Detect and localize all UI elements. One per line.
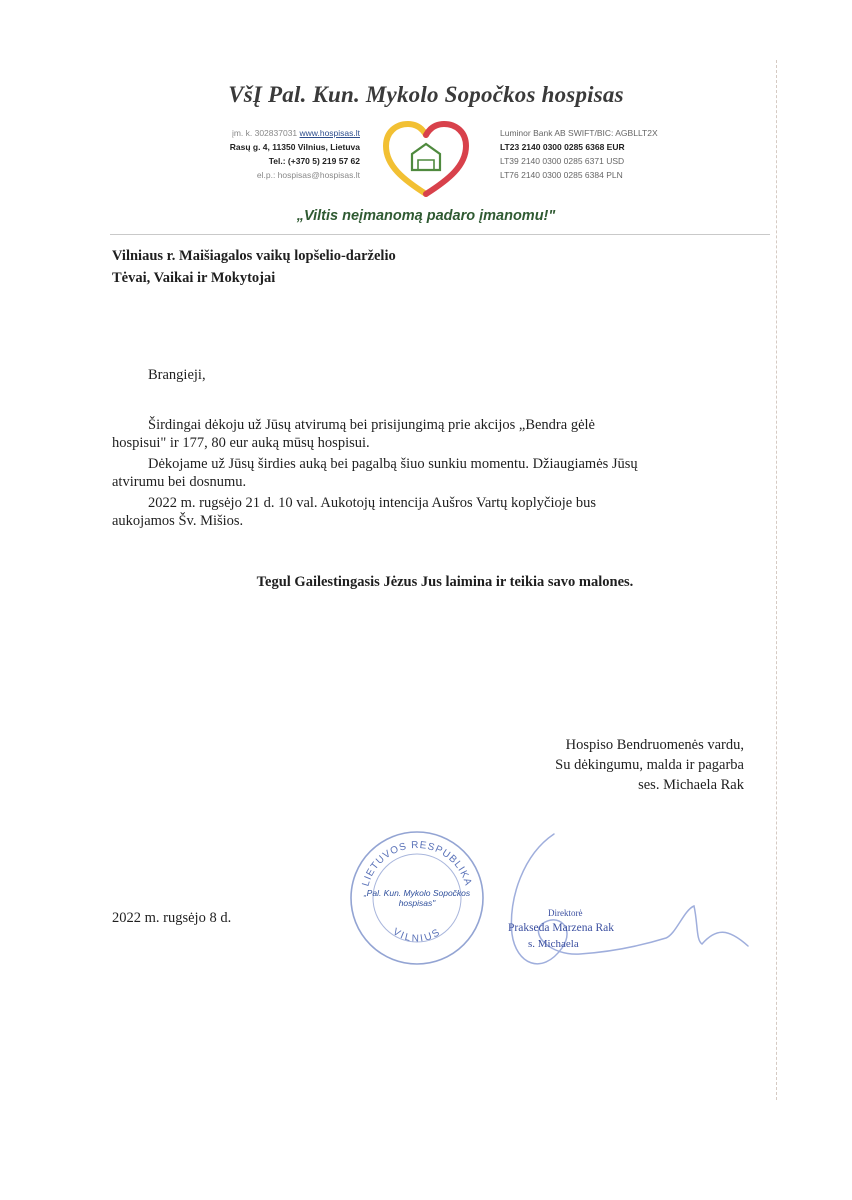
motto: „Viltis neįmanomą padaro įmanomu!" [296, 208, 556, 224]
signatory-title: Direktorė [548, 908, 583, 918]
closing-line-2: Su dėkingumu, malda ir pagarba [555, 757, 744, 773]
recipient-line-1: Vilniaus r. Maišiagalos vaikų lopšelio-darželio [112, 248, 396, 264]
signatory-religious-name: s. Michaela [528, 938, 579, 950]
company-code: įm. k. 302837031 [231, 128, 298, 138]
iban-usd: LT39 2140 0300 0285 6371 USD [500, 156, 625, 166]
stamp-outer-text: LIETUVOS RESPUBLIKA [360, 839, 474, 888]
paragraph-2-line-1: Dėkojame už Jūsų širdies auką bei pagalbą šiuo sunkiu momentu. Džiaugiamės Jūsų [148, 456, 638, 472]
bank-name: Luminor Bank AB SWIFT/BIC: AGBLLT2X [500, 128, 658, 138]
svg-text:VILNIUS [391, 926, 444, 944]
website-link[interactable]: www.hospisas.lt [299, 128, 360, 138]
organization-name: VšĮ Pal. Kun. Mykolo Sopočkos hospisas [228, 82, 624, 107]
salutation: Brangieji, [148, 367, 206, 383]
stamp-bottom-text: VILNIUS [390, 926, 444, 945]
handwritten-signature [490, 828, 750, 978]
letterhead-contact [230, 126, 360, 182]
paragraph-1-line-1: Širdingai dėkoju už Jūsų atvirumą bei prisijungimą prie akcijos „Bendra gėlė [148, 417, 595, 433]
paragraph-3-line-1: 2022 m. rugsėjo 21 d. 10 val. Aukotojų intencija Aušros Vartų koplyčioje bus [148, 495, 596, 511]
svg-text:LIETUVOS RESPUBLIKA [361, 840, 474, 888]
phone: Tel.: (+370 5) 219 57 62 [268, 156, 360, 166]
address: Rasų g. 4, 11350 Vilnius, Lietuva [229, 142, 360, 152]
email: el.p.: hospisas@hospisas.lt [256, 170, 360, 180]
paragraph-2-line-2: atvirumu bei dosnumu. [112, 474, 247, 490]
header-divider [110, 234, 770, 235]
closing-line-3: ses. Michaela Rak [638, 777, 744, 793]
blessing: Tegul Gailestingasis Jėzus Jus laimina ir teikia savo malones. [256, 574, 634, 590]
letterhead-bank [500, 126, 658, 182]
iban-pln: LT76 2140 0300 0285 6384 PLN [500, 170, 623, 180]
iban-eur: LT23 2140 0300 0285 6368 EUR [500, 142, 625, 152]
recipient-line-2: Tėvai, Vaikai ir Mokytojai [112, 270, 276, 286]
paragraph-3-line-2: aukojamos Šv. Mišios. [112, 513, 244, 529]
hospice-heart-logo [380, 120, 472, 198]
letter-date: 2022 m. rugsėjo 8 d. [112, 910, 232, 926]
stamp-inner-text: „Pal. Kun. Mykolo Sopočkos hospisas" [363, 888, 471, 908]
signatory-name: Prakseda Marzena Rak [508, 922, 615, 934]
paragraph-1-line-2: hospisui" ir 177, 80 eur auką mūsų hospisui. [112, 435, 370, 451]
closing-line-1: Hospiso Bendruomenės vardu, [565, 737, 744, 753]
